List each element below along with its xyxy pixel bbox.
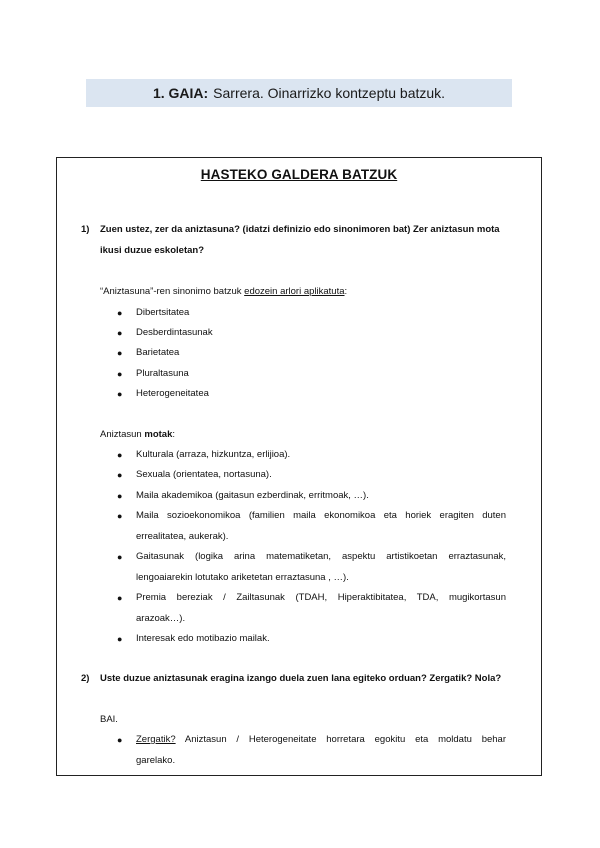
bullet-icon: ●	[117, 369, 123, 379]
question-2-line-1: Uste duzue aniztasunak eragina izango duela zuen lana egiteko orduan? Zergatik? Nola?	[100, 673, 502, 684]
synonyms-intro-text: “Aniztasuna”-ren sinonimo batzuk	[100, 286, 245, 297]
synonym-item: Pluraltasuna	[136, 368, 189, 379]
why-text: Aniztasun / Heterogeneitate horretara egokitu eta moldatu behar	[175, 734, 506, 745]
bullet-icon: ●	[117, 348, 123, 358]
synonym-item: Dibertsitatea	[136, 307, 190, 318]
type-item-line: Gaitasunak (logika arina matematiketan, aspektu artistikoetan erraztasunak,	[136, 551, 506, 562]
question-2-number: 2)	[81, 673, 90, 684]
bullet-icon: ●	[117, 308, 123, 318]
types-intro-colon: :	[172, 429, 175, 440]
bullet-icon: ●	[117, 450, 123, 460]
type-item: Maila akademikoa (gaitasun ezberdinak, erritmoak, …).	[136, 490, 369, 501]
type-item: Sexuala (orientatea, nortasuna).	[136, 469, 272, 480]
question-1-number: 1)	[81, 224, 90, 235]
type-item: Interesak edo motibazio mailak.	[136, 633, 270, 644]
question-2-answer: BAI.	[100, 714, 118, 725]
question-1-line-2: ikusi duzue eskoletan?	[100, 245, 204, 256]
types-intro-text: Aniztasun	[100, 429, 145, 440]
type-item-line: lengoaiarekin lotutako ariketetan erraztasuna , …).	[136, 572, 349, 583]
bullet-icon: ●	[117, 470, 123, 480]
bullet-icon: ●	[117, 593, 123, 603]
synonym-item: Desberdintasunak	[136, 327, 213, 338]
synonym-item: Barietatea	[136, 347, 180, 358]
types-intro-bold: motak	[144, 429, 173, 440]
why-line-2: garelako.	[136, 755, 176, 766]
synonyms-intro	[100, 286, 347, 298]
why-line-1	[136, 734, 506, 746]
why-label: Zergatik?	[136, 734, 176, 745]
unit-header-band	[86, 79, 512, 107]
type-item-line: Premia bereziak / Zailtasunak (TDAH, Hiperaktibitatea, TDA, mugikortasun	[136, 592, 506, 603]
bullet-icon: ●	[117, 328, 123, 338]
box-title: HASTEKO GALDERA BATZUK	[200, 167, 398, 182]
question-1-line-1: Zuen ustez, zer da aniztasuna? (idatzi definizio edo sinonimoren bat) Zer aniztasun mota	[100, 224, 500, 235]
bullet-icon: ●	[117, 552, 123, 562]
synonyms-intro-colon: :	[344, 286, 348, 297]
synonym-item: Heterogeneitatea	[136, 388, 209, 399]
bullet-icon: ●	[117, 511, 123, 521]
unit-label: 1. GAIA:	[152, 85, 209, 101]
type-item-line: Maila sozioekonomikoa (familien maila ekonomikoa eta horiek eragiten duten	[136, 510, 506, 521]
type-item: Kulturala (arraza, hizkuntza, erlijioa).	[136, 449, 291, 460]
unit-title: Sarrera. Oinarrizko kontzeptu batzuk.	[213, 85, 446, 101]
type-item-line: arazoak…).	[136, 613, 186, 624]
questions-box	[56, 157, 542, 776]
bullet-icon: ●	[117, 735, 123, 745]
type-item-line: errealitatea, aukerak).	[136, 531, 229, 542]
types-intro	[100, 429, 175, 441]
bullet-icon: ●	[117, 491, 123, 501]
bullet-icon: ●	[117, 634, 123, 644]
synonyms-intro-underlined: edozein arlori aplikatuta	[244, 286, 345, 297]
bullet-icon: ●	[117, 389, 123, 399]
